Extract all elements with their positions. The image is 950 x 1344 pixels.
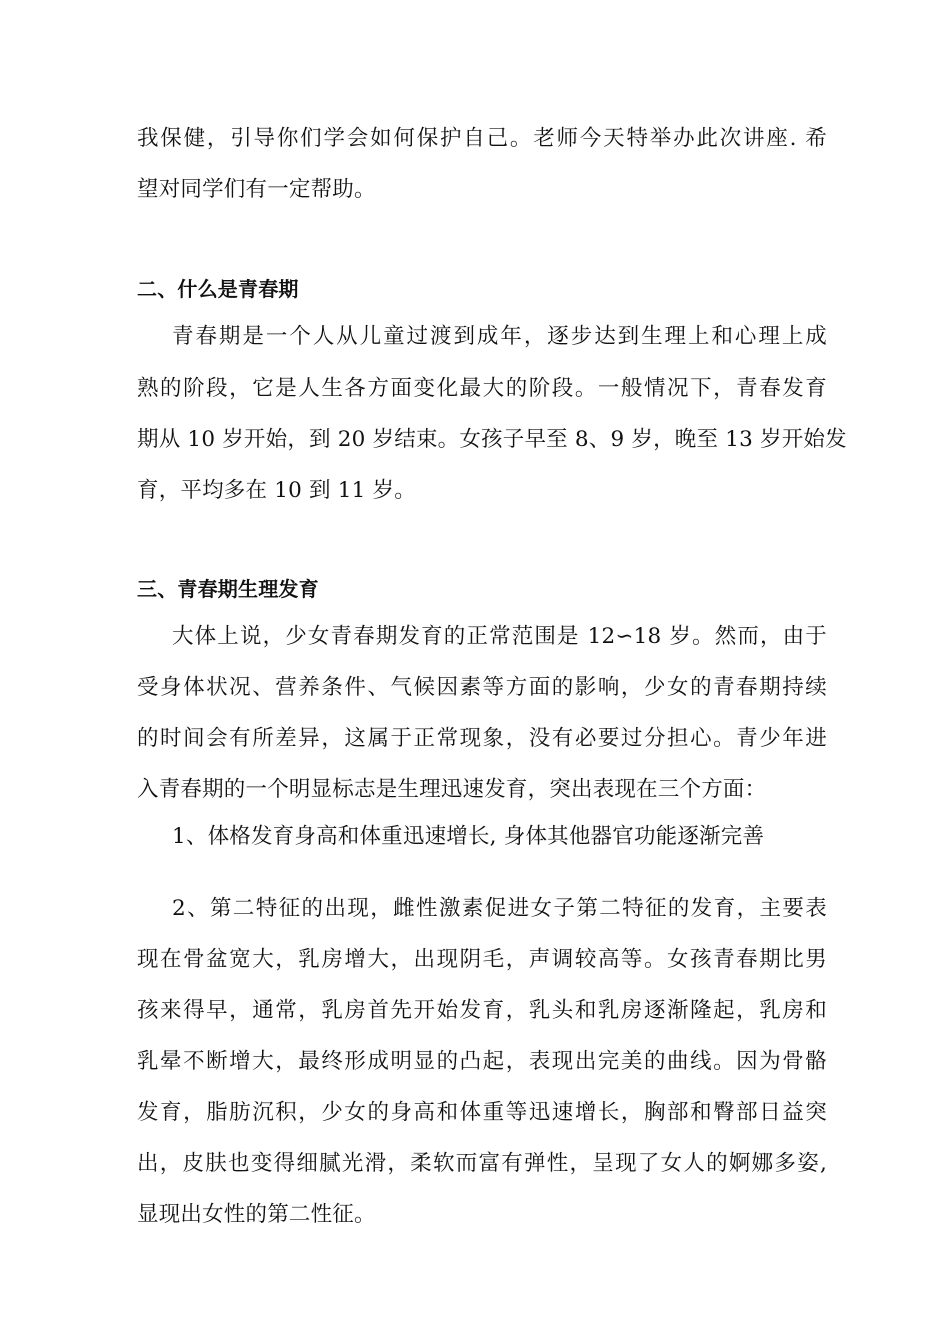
section-3-point-2-line-6: 出，皮肤也变得细腻光滑，柔软而富有弹性，呈现了女人的婀娜多姿, <box>137 1151 827 1176</box>
intro-line-2: 望对同学们有一定帮助。 <box>137 177 376 202</box>
section-3-line-4: 入青春期的一个明显标志是生理迅速发育，突出表现在三个方面： <box>137 777 767 802</box>
section-3-point-2-line-1: 2、第二特征的出现，雌性激素促进女子第二特征的发育，主要表 <box>172 896 827 921</box>
section-3-point-1: 1、体格发育身高和体重迅速增长, 身体其他器官功能逐渐完善 <box>172 824 765 849</box>
section-3-point-2-line-2: 现在骨盆宽大，乳房增大，出现阴毛，声调较高等。女孩青春期比男 <box>137 947 827 972</box>
section-2-line-3: 期从 10 岁开始，到 20 岁结束。女孩子早至 8、9 岁，晚至 13 岁开始发 <box>137 427 847 452</box>
section-3-line-1: 大体上说，少女青春期发育的正常范围是 12∽18 岁。然而，由于 <box>172 624 827 649</box>
section-2-line-1: 青春期是一个人从儿童过渡到成年，逐步达到生理上和心理上成 <box>172 324 827 349</box>
section-3-point-2-line-3: 孩来得早，通常，乳房首先开始发育，乳头和乳房逐渐隆起，乳房和 <box>137 998 827 1023</box>
section-3-point-2-line-4: 乳晕不断增大，最终形成明显的凸起，表现出完美的曲线。因为骨骼 <box>137 1049 827 1074</box>
section-3-point-2-line-7: 显现出女性的第二性征。 <box>137 1202 376 1227</box>
section-2-heading: 二、什么是青春期 <box>137 277 299 301</box>
section-3-line-2: 受身体状况、营养条件、气候因素等方面的影响，少女的青春期持续 <box>137 675 827 700</box>
section-3-heading: 三、青春期生理发育 <box>137 577 319 601</box>
section-2-line-4: 育，平均多在 10 到 11 岁。 <box>137 478 416 503</box>
intro-line-1: 我保健，引导你们学会如何保护自己。老师今天特举办此次讲座. 希 <box>137 126 827 151</box>
section-2-line-2: 熟的阶段，它是人生各方面变化最大的阶段。一般情况下，青春发育 <box>137 376 827 401</box>
section-3-point-2-line-5: 发育，脂肪沉积，少女的身高和体重等迅速增长，胸部和臀部日益突 <box>137 1100 827 1125</box>
section-3-line-3: 的时间会有所差异，这属于正常现象，没有必要过分担心。青少年进 <box>137 726 827 751</box>
